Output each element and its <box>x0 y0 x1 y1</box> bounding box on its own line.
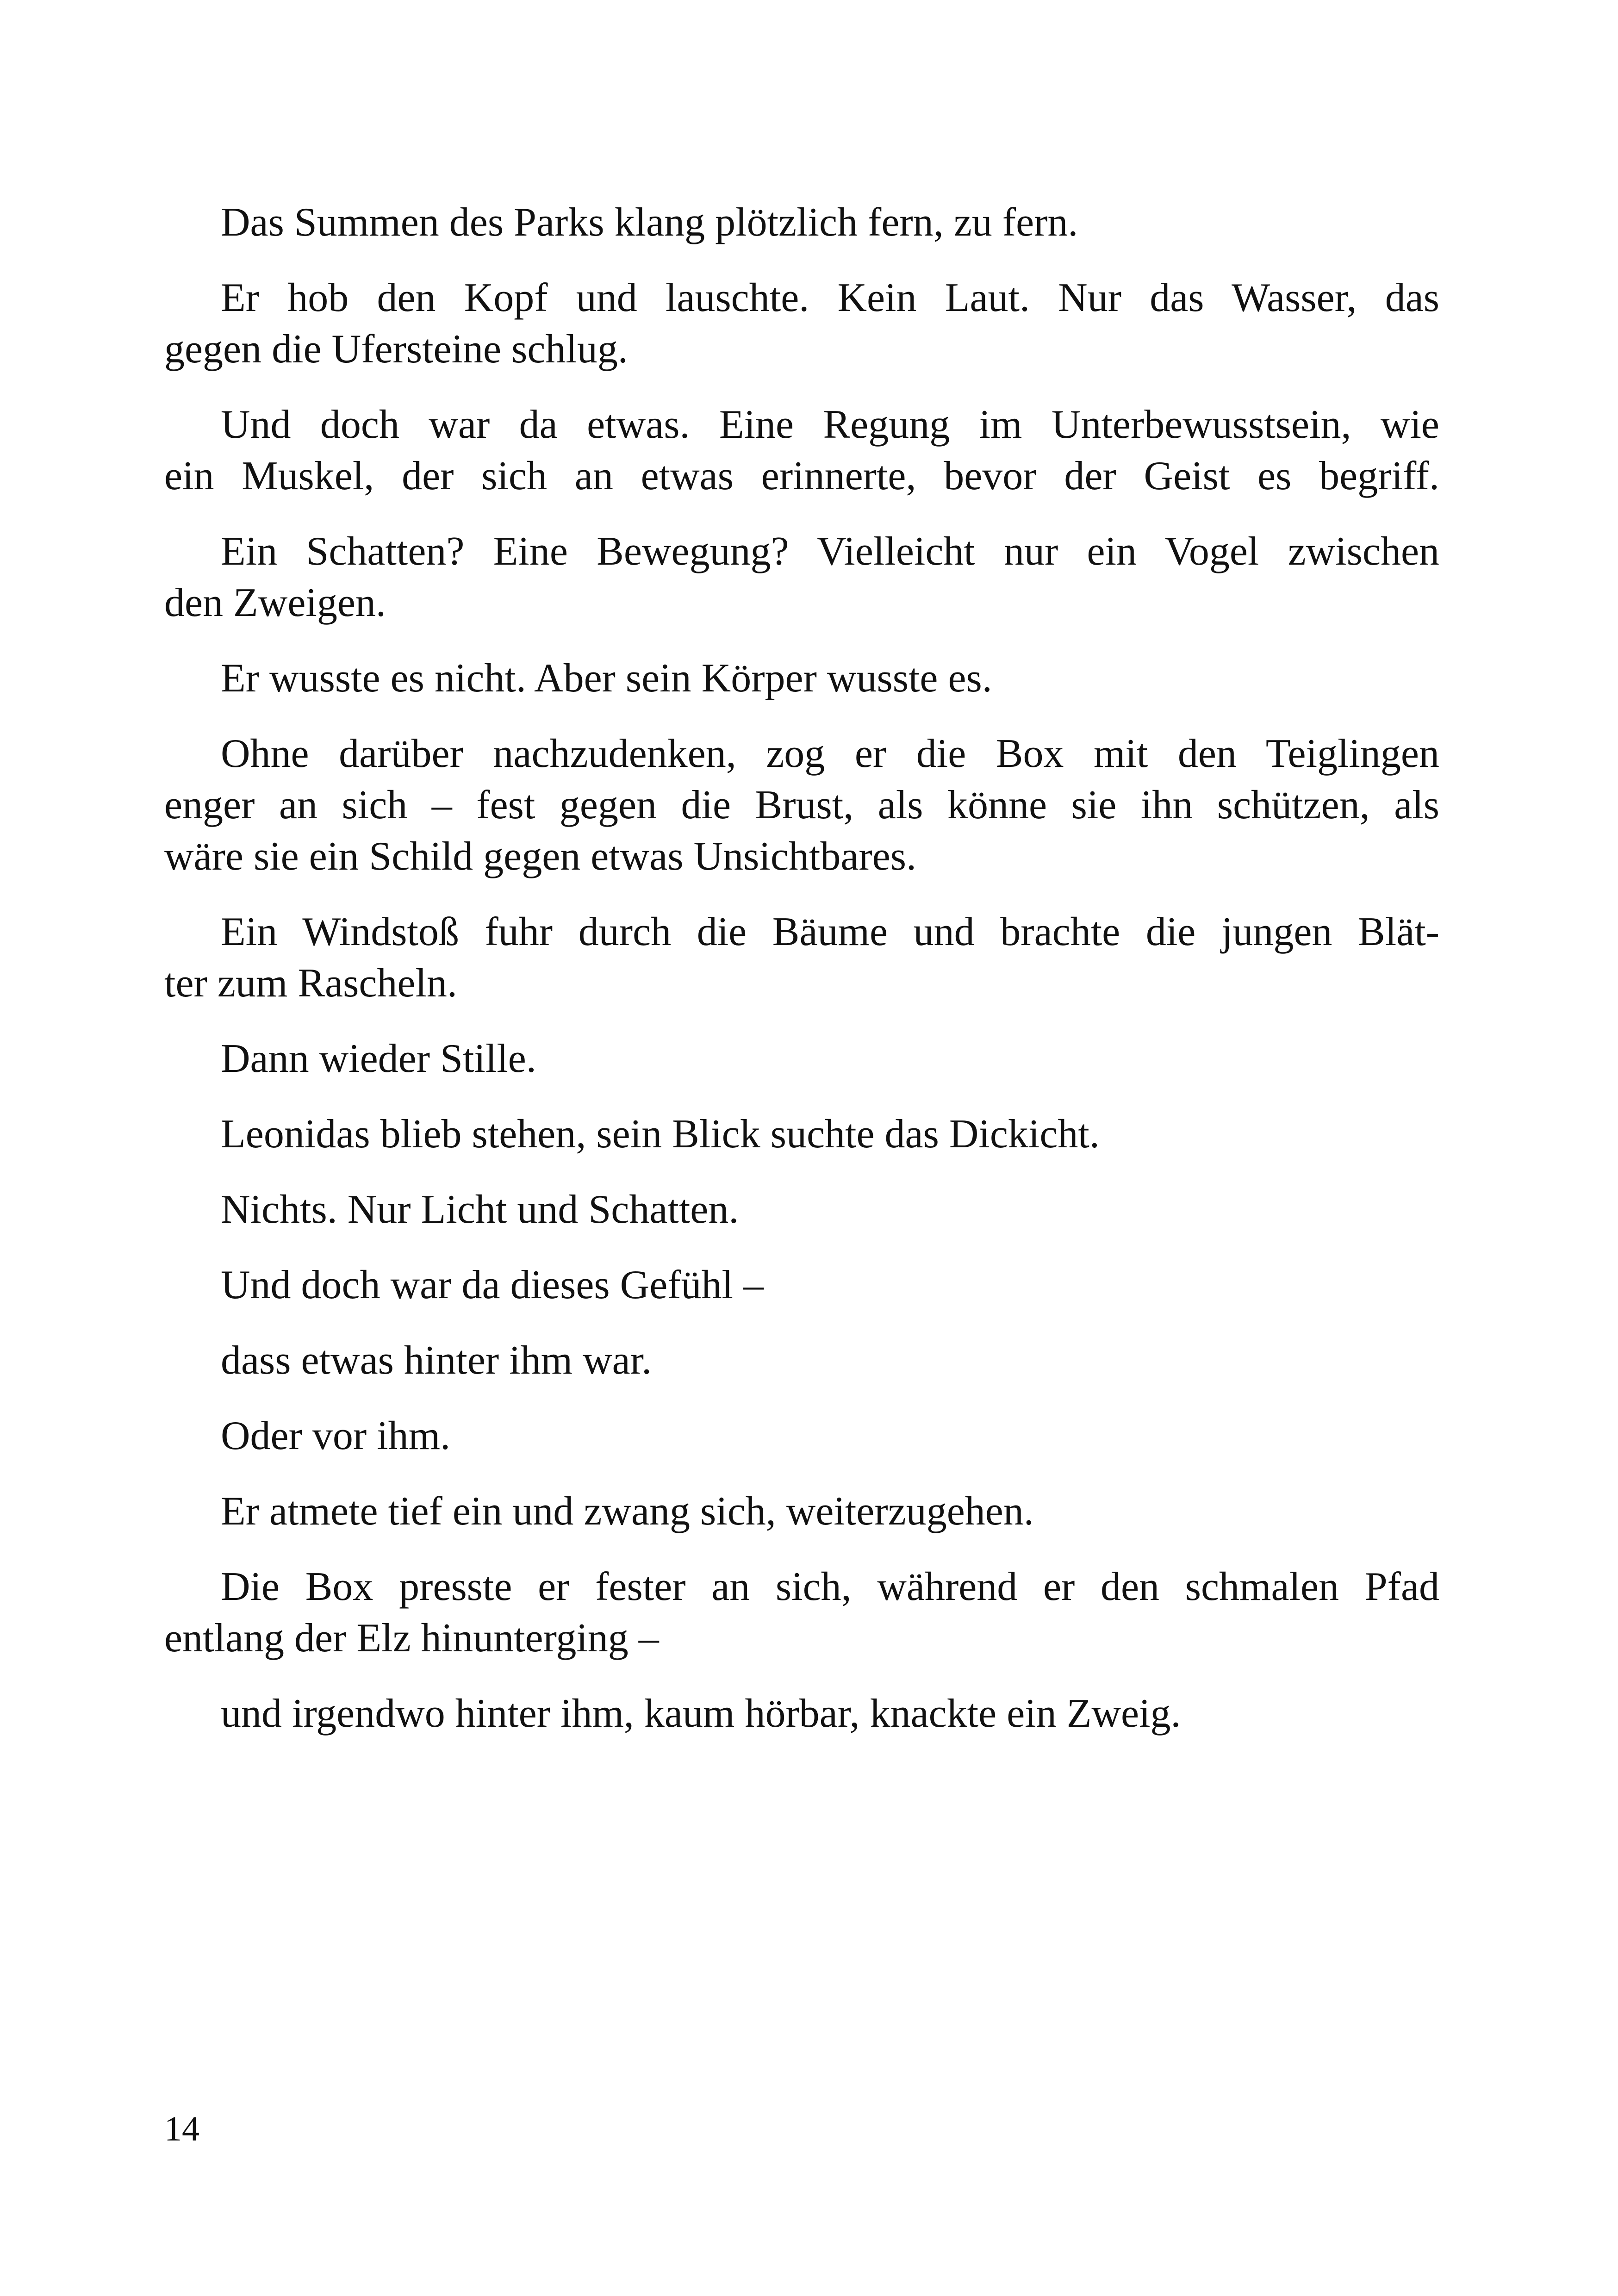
text-line: wäre sie ein Schild gegen etwas Unsichtbares. <box>164 834 917 879</box>
text-line: und irgendwo hinter ihm, kaum hörbar, knackte ein Zweig. <box>221 1691 1181 1736</box>
text-line: Er hob den Kopf und lauschte. Kein Laut. Nur das Wasser, das <box>221 275 1439 320</box>
paragraph <box>164 1335 1439 1386</box>
paragraph <box>164 1108 1439 1160</box>
paragraph <box>164 399 1439 502</box>
text-line: Das Summen des Parks klang plötzlich fern, zu fern. <box>221 200 1078 245</box>
text-line: Leonidas blieb stehen, sein Blick suchte das Dickicht. <box>221 1112 1100 1157</box>
text-line: den Zweigen. <box>164 580 386 625</box>
text-line: Ein Windstoß fuhr durch die Bäume und brachte die jungen Blät- <box>221 909 1439 954</box>
text-line: dass etwas hinter ihm war. <box>221 1338 652 1383</box>
text-line: entlang der Elz hinunterging – <box>164 1616 659 1661</box>
text-line: Und doch war da etwas. Eine Regung im Unterbewusstsein, wie <box>221 402 1439 447</box>
text-line: Ein Schatten? Eine Bewegung? Vielleicht nur ein Vogel zwischen <box>221 529 1439 574</box>
page-number: 14 <box>164 2109 199 2148</box>
body-text <box>164 197 1439 1763</box>
text-line: Er atmete tief ein und zwang sich, weiterzugehen. <box>221 1489 1034 1534</box>
paragraph <box>164 728 1439 882</box>
paragraph <box>164 1486 1439 1537</box>
paragraph <box>164 526 1439 628</box>
paragraph <box>164 906 1439 1009</box>
text-line: gegen die Ufersteine schlug. <box>164 327 628 372</box>
text-line: Ohne darüber nachzudenken, zog er die Box mit den Teiglingen <box>221 731 1439 776</box>
text-line: Oder vor ihm. <box>221 1413 451 1458</box>
text-line: ein Muskel, der sich an etwas erinnerte, bevor der Geist es begriff. <box>164 454 1439 498</box>
paragraph <box>164 1184 1439 1235</box>
text-line: Nichts. Nur Licht und Schatten. <box>221 1187 739 1232</box>
text-line: Er wusste es nicht. Aber sein Körper wusste es. <box>221 656 992 701</box>
paragraph <box>164 1259 1439 1311</box>
paragraph <box>164 1033 1439 1084</box>
text-line: Die Box presste er fester an sich, während er den schmalen Pfad <box>221 1564 1439 1609</box>
paragraph <box>164 1561 1439 1664</box>
paragraph <box>164 1688 1439 1739</box>
text-line: Dann wieder Stille. <box>221 1036 536 1081</box>
paragraph <box>164 272 1439 375</box>
text-line: ter zum Rascheln. <box>164 961 457 1006</box>
paragraph <box>164 197 1439 248</box>
text-line: Und doch war da dieses Gefühl – <box>221 1263 764 1307</box>
text-line: enger an sich – fest gegen die Brust, als könne sie ihn schützen, als <box>164 783 1439 828</box>
paragraph <box>164 653 1439 704</box>
paragraph <box>164 1410 1439 1462</box>
